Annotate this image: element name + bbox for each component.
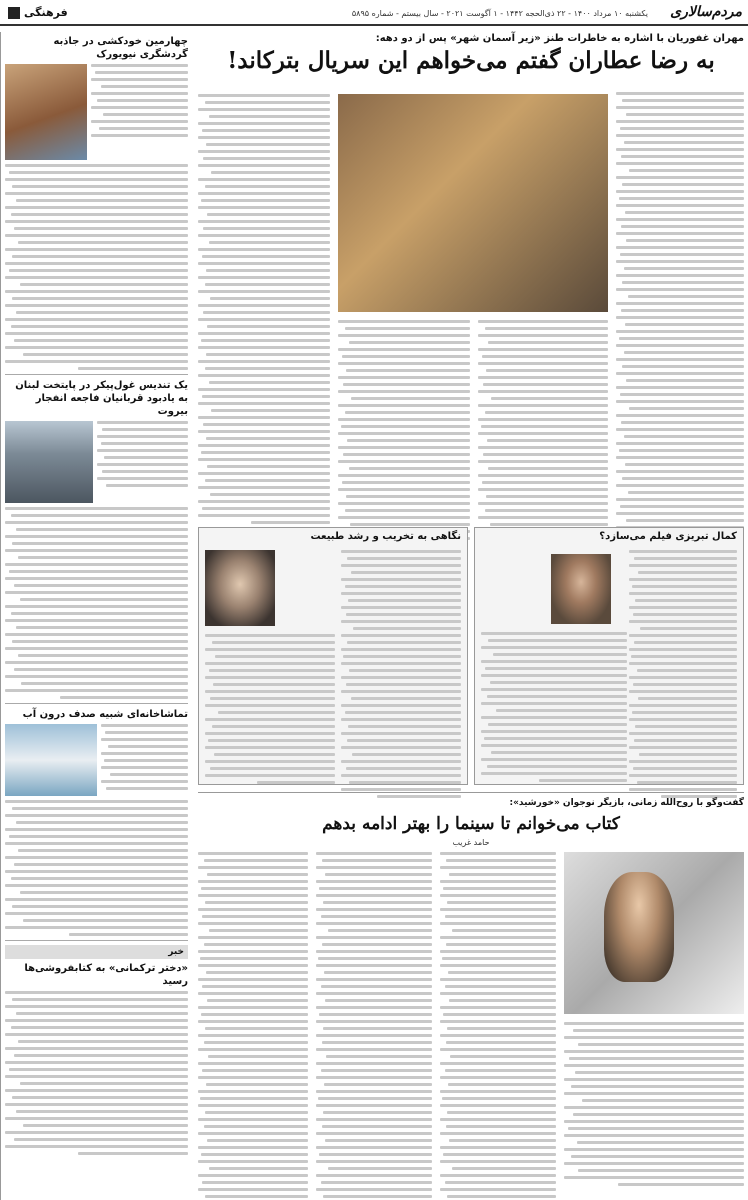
- story-vessel: [5, 35, 188, 375]
- second-article-headline: کتاب می‌خوانم تا سینما را بهتر ادامه بدهم: [322, 814, 620, 834]
- story-label: خبر: [5, 945, 188, 959]
- story-text: [5, 991, 188, 1155]
- section-name: فرهنگی: [24, 6, 68, 19]
- story-beirut: [5, 379, 188, 704]
- story-text: [91, 64, 188, 160]
- second-body-column-3: [198, 852, 308, 1200]
- story-text-continued: [5, 507, 188, 699]
- story-title: یک تندیس غول‌پیکر در پایتخت لبنان به یادبود قربانیان فاجعه انفجار بیروت: [15, 380, 188, 417]
- box-text-continued: [481, 632, 627, 782]
- story-theater: [5, 708, 188, 941]
- tabrizi-photo: [551, 554, 611, 624]
- second-body-column-2: [316, 852, 432, 1200]
- issue-info: یکشنبه ۱۰ مرداد ۱۴۰۰ - ۲۲ ذی‌الحجه ۱۴۴۲ - ۱ آگوست ۲۰۲۱ - سال بیستم - شماره ۵۸۹۵: [351, 9, 648, 18]
- article-body-column-4: [338, 320, 470, 540]
- story-text: [101, 724, 188, 796]
- main-article: [198, 32, 744, 1200]
- story-title: تماشاخانه‌ای شبیه صدف درون آب: [22, 709, 188, 720]
- vessel-photo: [5, 64, 87, 160]
- story-title: «دختر ترکمانی» به کتابفروشی‌ها رسید: [24, 963, 188, 987]
- theater-photo: [5, 724, 97, 796]
- story-title: چهارمین خودکشی در جاذبه گردشگری نیویورک: [53, 36, 188, 60]
- section-label: [8, 6, 68, 19]
- second-article-kicker: گفت‌وگو با روح‌الله زمانی، بازیگر نوجوان «خورشید»:: [509, 798, 744, 808]
- story-book: [5, 945, 188, 1159]
- masthead: [0, 4, 748, 26]
- box-title: کمال تبریزی فیلم می‌سازد؟: [599, 531, 737, 542]
- story-text: [97, 421, 188, 503]
- box-title: نگاهی به تخریب و رشد طبیعت: [310, 531, 461, 542]
- story-text-continued: [5, 800, 188, 936]
- left-news-column: [0, 32, 192, 1200]
- divider: [198, 792, 744, 793]
- second-body-column-4: [564, 1022, 744, 1186]
- zamani-photo: [564, 852, 744, 1014]
- beirut-statue-photo: [5, 421, 93, 503]
- newspaper-logo: مردم‌سالاری: [670, 4, 742, 20]
- story-text-continued: [5, 164, 188, 370]
- article-body-column-2: [198, 94, 330, 524]
- tabrizi-box: [474, 527, 744, 785]
- article-kicker: مهران غفوریان با اشاره به خاطرات طنز «زیر آسمان شهر» پس از دو دهه:: [375, 33, 744, 44]
- box-text: [341, 550, 461, 798]
- section-square-icon: [8, 7, 20, 19]
- article-headline: به رضا عطاران گفتم می‌خواهم این سریال بترکاند!: [227, 47, 715, 74]
- actors-photo: [338, 94, 608, 312]
- second-body-column-1: [440, 852, 556, 1200]
- nature-author-photo: [205, 550, 275, 626]
- box-text-continued: [205, 634, 335, 784]
- second-article-byline: حامد غریب: [452, 838, 490, 847]
- box-text: [629, 550, 737, 798]
- article-body-column-3: [478, 320, 608, 540]
- zamani-face: [604, 872, 674, 982]
- nature-box: [198, 527, 468, 785]
